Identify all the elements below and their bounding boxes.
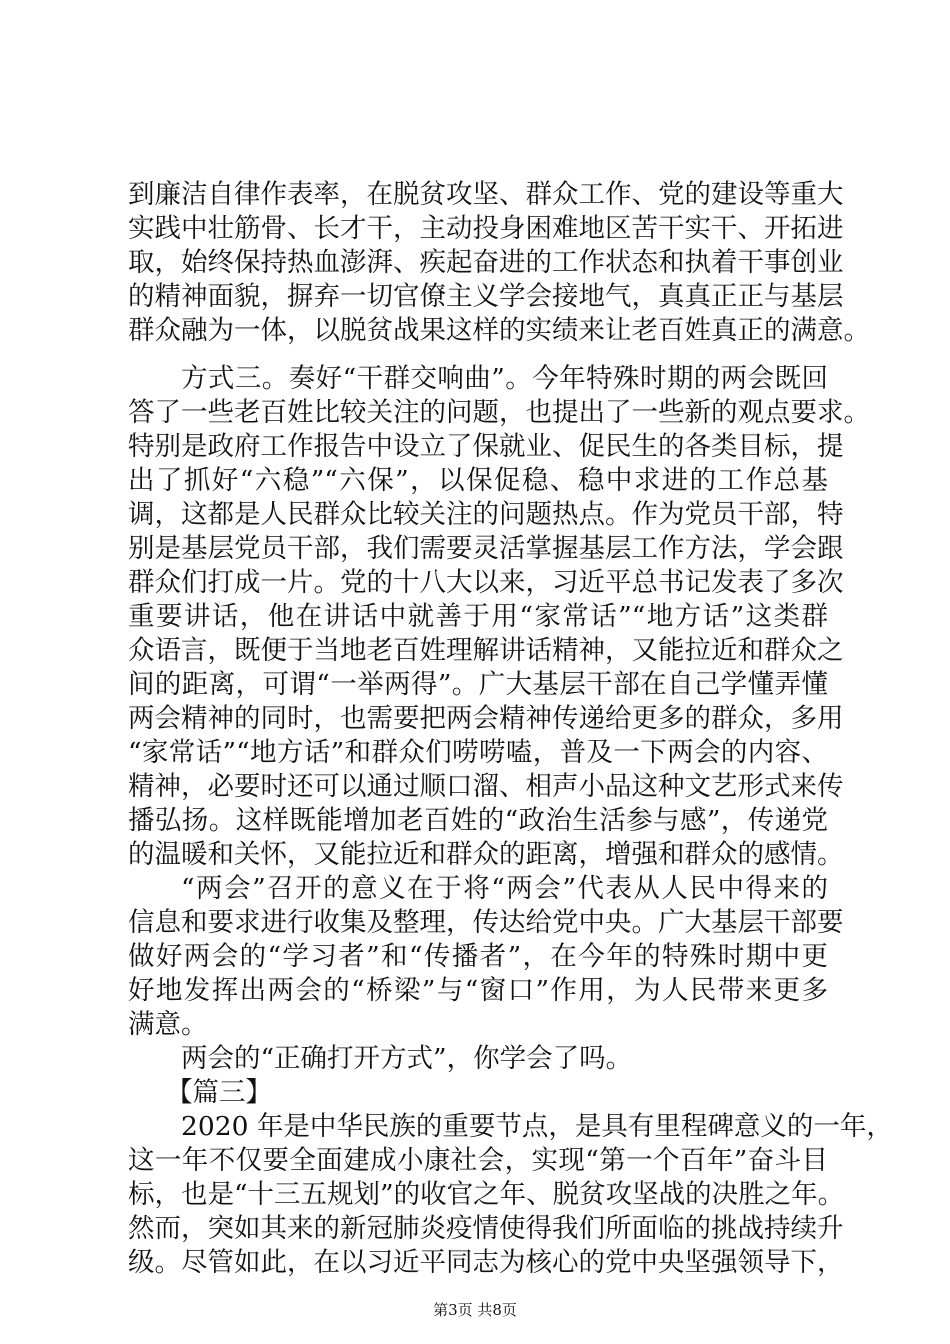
text-line: 的温暖和关怀，又能拉近和群众的距离，增强和群众的感情。 [128,839,844,870]
text-line: “两会”召开的意义在于将“两会”代表从人民中得来的 [181,873,828,904]
text-line: 别是基层党员干部，我们需要灵活掌握基层工作方法，学会跟 [128,533,844,564]
text-line: “家常话”“地方话”和群众们唠唠嗑，普及一下两会的内容、 [128,737,828,768]
text-line: 出了抓好“六稳”“六保”，以保促稳、稳中求进的工作总基 [128,465,828,496]
text-line: 特别是政府工作报告中设立了保就业、促民生的各类目标，提 [128,431,844,462]
text-line: 2020 年是中华民族的重要节点，是具有里程碑意义的一年， [181,1111,893,1142]
text-line: 然而，突如其来的新冠肺炎疫情使得我们所面临的挑战持续升 [128,1213,844,1244]
text-line: 信息和要求进行收集及整理，传达给党中央。广大基层干部要 [128,907,844,938]
text-line: 群众融为一体，以脱贫战果这样的实绩来让老百姓真正的满意。 [128,315,870,346]
text-line: 播弘扬。这样既能增加老百姓的“政治生活参与感”，传递党 [128,805,828,836]
text-line: 标，也是“十三五规划”的收官之年、脱贫攻坚战的决胜之年。 [128,1179,845,1210]
text-line: 做好两会的“学习者”和“传播者”，在今年的特殊时期中更 [128,941,828,972]
text-line: 答了一些老百姓比较关注的问题，也提出了一些新的观点要求。 [128,397,870,428]
text-line: 这一年不仅要全面建成小康社会，实现“第一个百年”奋斗目 [128,1145,828,1176]
text-line: 好地发挥出两会的“桥梁”与“窗口”作用，为人民带来更多 [128,975,828,1006]
text-line: 精神，必要时还可以通过顺口溜、相声小品这种文艺形式来传 [128,771,844,802]
text-line: 级。尽管如此，在以习近平同志为核心的党中央坚强领导下， [128,1247,844,1278]
text-line: 两会精神的同时，也需要把两会精神传递给更多的群众，多用 [128,703,844,734]
text-line: 取，始终保持热血澎湃、疾起奋进的工作状态和执着干事创业 [128,247,844,278]
text-line: 到廉洁自律作表率，在脱贫攻坚、群众工作、党的建设等重大 [128,179,844,210]
text-line: 重要讲话，他在讲话中就善于用“家常话”“地方话”这类群 [128,601,828,632]
text-line: 间的距离，可谓“一举两得”。广大基层干部在自己学懂弄懂 [128,669,828,700]
text-line: 方式三。奏好“干群交响曲”。今年特殊时期的两会既回 [181,363,828,394]
text-line: 实践中壮筋骨、长才干，主动投身困难地区苦干实干、开拓进 [128,213,844,244]
text-line: 满意。 [128,1009,208,1040]
text-line: 两会的“正确打开方式”，你学会了吗。 [181,1043,633,1074]
section-heading: 【篇三】 [166,1077,272,1108]
page-footer: 第3页 共8页 [433,1301,517,1319]
text-line: 调，这都是人民群众比较关注的问题热点。作为党员干部，特 [128,499,844,530]
text-line: 的精神面貌，摒弃一切官僚主义学会接地气，真真正正与基层 [128,281,844,312]
text-line: 众语言，既便于当地老百姓理解讲话精神，又能拉近和群众之 [128,635,844,666]
text-line: 群众们打成一片。党的十八大以来，习近平总书记发表了多次 [128,567,844,598]
